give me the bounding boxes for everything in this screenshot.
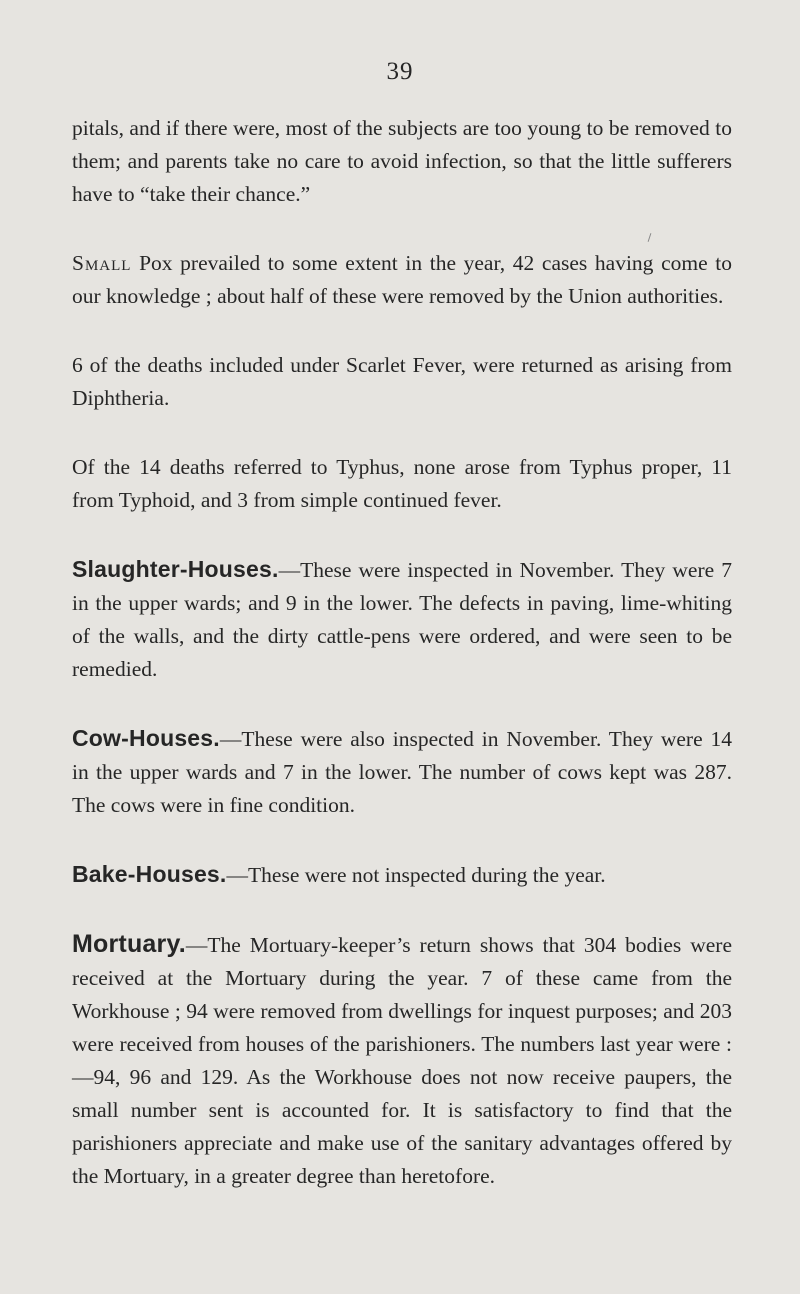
cow-houses-text: —These were also inspected in November. They were 14 in the upper wards and 7 in the lower. The number of cows kept was 287. The cows were in fine condition. <box>72 727 732 817</box>
cow-houses-heading: Cow-Houses. <box>72 725 220 751</box>
small-pox-lead-word: Small <box>72 251 132 275</box>
small-pox-text: Pox prevailed to some extent in the year, 42 cases having come to our knowledge ; about half of these were removed by the Union authorities. <box>72 251 732 308</box>
paragraph-typhus: Of the 14 deaths referred to Typhus, none arose from Typhus proper, 11 from Typhoid, and 3 from simple continued fever. <box>72 455 732 512</box>
section-mortuary <box>72 928 732 1193</box>
section-cow-houses <box>72 722 732 822</box>
paragraph-scarlet-fever: 6 of the deaths included under Scarlet Fever, were returned as arising from Diphtheria. <box>72 353 732 410</box>
bake-houses-heading: Bake-Houses. <box>72 861 227 887</box>
page-number: 39 <box>386 58 414 85</box>
section-bake-houses <box>72 858 732 892</box>
mortuary-text: —The Mortuary-keeper’s return shows that 304 bodies were received at the Mortuary during the year. 7 of these came from the Workhouse ; 94 were removed from dwellings for inquest purposes; and 203 were received from houses of the parishioners. The numbers last year were :—94, 96 and 129. As the Workhouse does not now receive paupers, the small number sent is accounted for. It is satisfactory to find that the parishioners appreciate and make use of the sanitary advantages offered by the Mortuary, in a greater degree than heretofore. <box>72 933 732 1188</box>
slaughter-houses-heading: Slaughter-Houses. <box>72 556 279 582</box>
mortuary-heading: Mortuary. <box>72 930 186 958</box>
paragraph-small-pox <box>72 247 732 313</box>
page-body <box>72 112 732 1193</box>
paragraph-hospitals: pitals, and if there were, most of the subjects are too young to be removed to them; and parents take no care to avoid infection, so that the little sufferers have to “take their chance.” <box>72 116 732 206</box>
slaughter-houses-text: —These were inspected in November. They were 7 in the upper wards; and 9 in the lower. The defects in paving, lime-whiting of the walls, and the dirty cattle-pens were ordered, and were seen to be remedied. <box>72 558 732 681</box>
section-slaughter-houses <box>72 553 732 686</box>
bake-houses-text: —These were not inspected during the year. <box>226 863 606 887</box>
